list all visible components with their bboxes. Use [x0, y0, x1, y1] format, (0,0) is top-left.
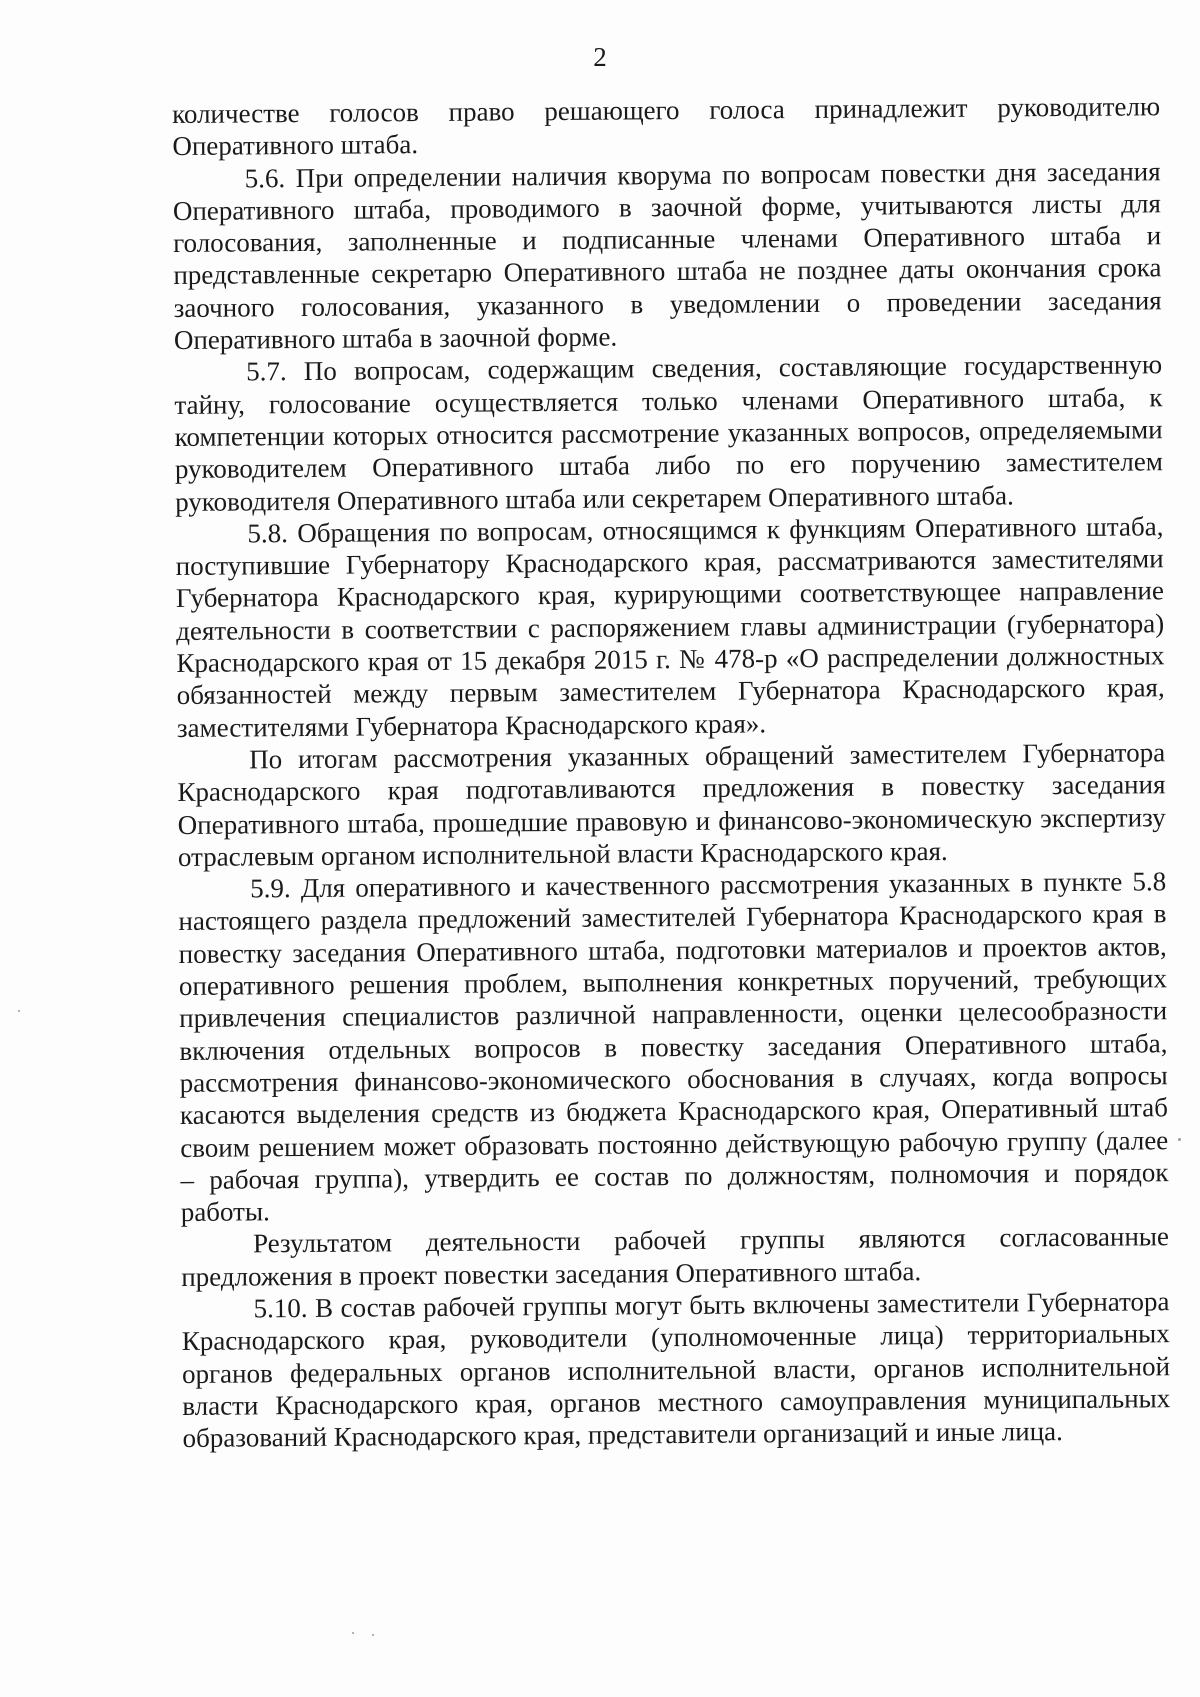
paragraph-5-7: 5.7. По вопросам, содержащим сведения, составляющие государственную тайну, голосование осуществляется только членами Оперативного штаба, к компетенции которых относится рассмотрение указанных вопросов, определяемыми руководителем Оперативного штаба либо по его поручению заместителем руководителя Оперативного штаба или секретарем Оперативного штаба.	[174, 349, 1164, 517]
paragraph-5-8-results: По итогам рассмотрения указанных обращений заместителем Губернатора Краснодарского края подготавливаются предложения в повестку заседания Оперативного штаба, прошедшие правовую и финансово-экономическую экспертизу отраслевым органом исполнительной власти Краснодарского края.	[177, 737, 1166, 872]
page-number: 2	[593, 42, 607, 72]
document-body	[172, 90, 1171, 1454]
scan-speck	[372, 1634, 374, 1636]
paragraph-5-6: 5.6. При определении наличия кворума по вопросам повестки дня заседания Оперативного штаба, проводимого в заочной форме, учитываются листы для голосования, заполненные и подписанные членами Оперативного штаба и представленные секретарю Оперативного штаба не позднее даты окончания срока заочного голосования, указанного в уведомлении о проведении заседания Оперативного штаба в заочной форме.	[172, 155, 1162, 356]
paragraph-vote-continuation: количестве голосов право решающего голоса принадлежит руководителю Оперативного штаба.	[172, 91, 1161, 162]
paragraph-5-10: 5.10. В состав рабочей группы могут быть включены заместители Губернатора Краснодарского края, руководители (уполномоченные лица) территориальных органов федеральных органов исполнительной власти, органов исполнительной власти Краснодарского края, органов местного самоуправления муниципальных образований Краснодарского края, представители организаций и иные лица.	[181, 1286, 1171, 1454]
scan-speck	[352, 1632, 354, 1634]
paragraph-5-8: 5.8. Обращения по вопросам, относящимся к функциям Оперативного штаба, поступившие Губернатору Краснодарского края, рассматриваются заместителями Губернатора Краснодарского края, курирующими соответствующее направление деятельности в соответствии с распоряжением главы администрации (губернатора) Краснодарского края от 15 декабря 2015 г. № 478-р «О распределении должностных обязанностей между первым заместителем Губернатора Краснодарского края, заместителями Губернатора Краснодарского края».	[175, 511, 1165, 743]
paragraph-5-9-result: Результатом деятельности рабочей группы являются согласованные предложения в проект повестки заседания Оперативного штаба.	[181, 1221, 1170, 1292]
scan-speck	[18, 1010, 20, 1012]
paragraph-5-9: 5.9. Для оперативного и качественного рассмотрения указанных в пункте 5.8 настоящего раздела предложений заместителей Губернатора Краснодарского края в повестку заседания Оперативного штаба, подготовки материалов и проектов актов, оперативного решения проблем, выполнения конкретных поручений, требующих привлечения специалистов различной направленности, оценки целесообразности включения отдельных вопросов в повестку заседания Оперативного штаба, рассмотрения финансово-экономического обоснования в случаях, когда вопросы касаются выделения средств из бюджета Краснодарского края, Оперативный штаб своим решением может образовать постоянно действующую рабочую группу (далее – рабочая группа), утвердить ее состав по должностям, полномочия и порядок работы.	[178, 866, 1169, 1228]
scan-speck	[1178, 1138, 1181, 1141]
